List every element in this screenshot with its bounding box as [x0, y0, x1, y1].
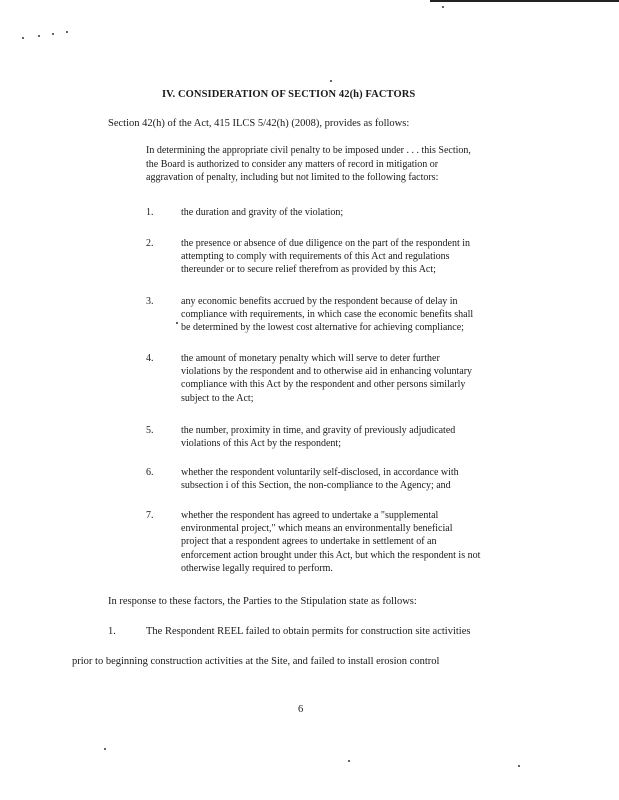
factor-line: any economic benefits accrued by the respondent because of delay in	[181, 296, 458, 307]
factor-text	[181, 466, 546, 492]
quote-line: aggravation of penalty, including but not limited to the following factors:	[146, 172, 439, 183]
factor-line: subsection i of this Section, the non-compliance to the Agency; and	[181, 480, 451, 492]
section-heading: IV. CONSIDERATION OF SECTION 42(h) FACTORS	[162, 89, 416, 100]
factor-line: compliance with this Act by the respondent and other persons similarly	[181, 379, 466, 391]
factor-line: enforcement action brought under this Act, but which the respondent is not	[181, 549, 481, 561]
factor-line: the number, proximity in time, and gravity of previously adjudicated	[181, 425, 456, 436]
response-intro: In response to these factors, the Parties to the Stipulation state as follows:	[108, 596, 417, 607]
factor-text	[181, 206, 546, 219]
factor-number: 3.	[146, 296, 154, 307]
factor-line: project that a respondent agrees to undertake in settlement of an	[181, 536, 437, 548]
factor-line: thereunder or to secure relief therefrom as provided by this Act;	[181, 264, 436, 276]
factor-text	[181, 424, 546, 450]
quote-line: the Board is authorized to consider any matters of record in mitigation or	[146, 158, 439, 170]
factor-text	[181, 509, 546, 575]
factor-line: compliance with requirements, in which case the economic benefits shall	[181, 309, 474, 321]
factor-number: 2.	[146, 238, 154, 249]
scan-speck	[518, 765, 520, 767]
quote-line: In determining the appropriate civil penalty to be imposed under . . . this Section,	[146, 145, 471, 156]
statute-quote	[146, 144, 546, 185]
scan-speck	[38, 35, 40, 37]
factor-line: the amount of monetary penalty which will serve to deter further	[181, 353, 440, 364]
scan-edge-line	[430, 0, 619, 2]
scan-speck	[330, 80, 332, 82]
factor-line: be determined by the lowest cost alternative for achieving compliance;	[181, 322, 464, 334]
factor-number: 4.	[146, 353, 154, 364]
factor-line: attempting to comply with requirements of this Act and regulations	[181, 251, 450, 263]
factor-line: otherwise legally required to perform.	[181, 562, 333, 574]
point-text-line: The Respondent REEL failed to obtain permits for construction site activities	[146, 626, 471, 637]
point-text-line: prior to beginning construction activities at the Site, and failed to install erosion control	[72, 656, 440, 667]
scan-speck	[176, 322, 178, 324]
factor-line: whether the respondent voluntarily self-disclosed, in accordance with	[181, 467, 459, 478]
factor-line: environmental project," which means an environmentally beneficial	[181, 523, 453, 535]
point-number: 1.	[108, 626, 116, 637]
scan-speck	[104, 748, 106, 750]
factor-number: 5.	[146, 425, 154, 436]
factor-number: 7.	[146, 510, 154, 521]
factor-text	[181, 237, 546, 277]
factor-line: the duration and gravity of the violation;	[181, 207, 344, 218]
factor-text	[181, 295, 546, 335]
scan-speck	[22, 37, 24, 39]
intro-paragraph: Section 42(h) of the Act, 415 ILCS 5/42(h) (2008), provides as follows:	[108, 118, 410, 129]
factor-line: violations by the respondent and to otherwise aid in enhancing voluntary	[181, 366, 473, 378]
factor-number: 1.	[146, 207, 154, 218]
page-number: 6	[298, 704, 304, 715]
scan-speck	[442, 6, 444, 8]
factor-line: whether the respondent has agreed to undertake a "supplemental	[181, 510, 439, 521]
factor-line: the presence or absence of due diligence on the part of the respondent in	[181, 238, 471, 249]
scan-speck	[348, 760, 350, 762]
factor-text	[181, 352, 546, 405]
factor-line: subject to the Act;	[181, 392, 254, 404]
factor-number: 6.	[146, 467, 154, 478]
scan-speck	[66, 31, 68, 33]
factor-line: violations of this Act by the respondent;	[181, 438, 341, 450]
scan-speck	[52, 33, 54, 35]
